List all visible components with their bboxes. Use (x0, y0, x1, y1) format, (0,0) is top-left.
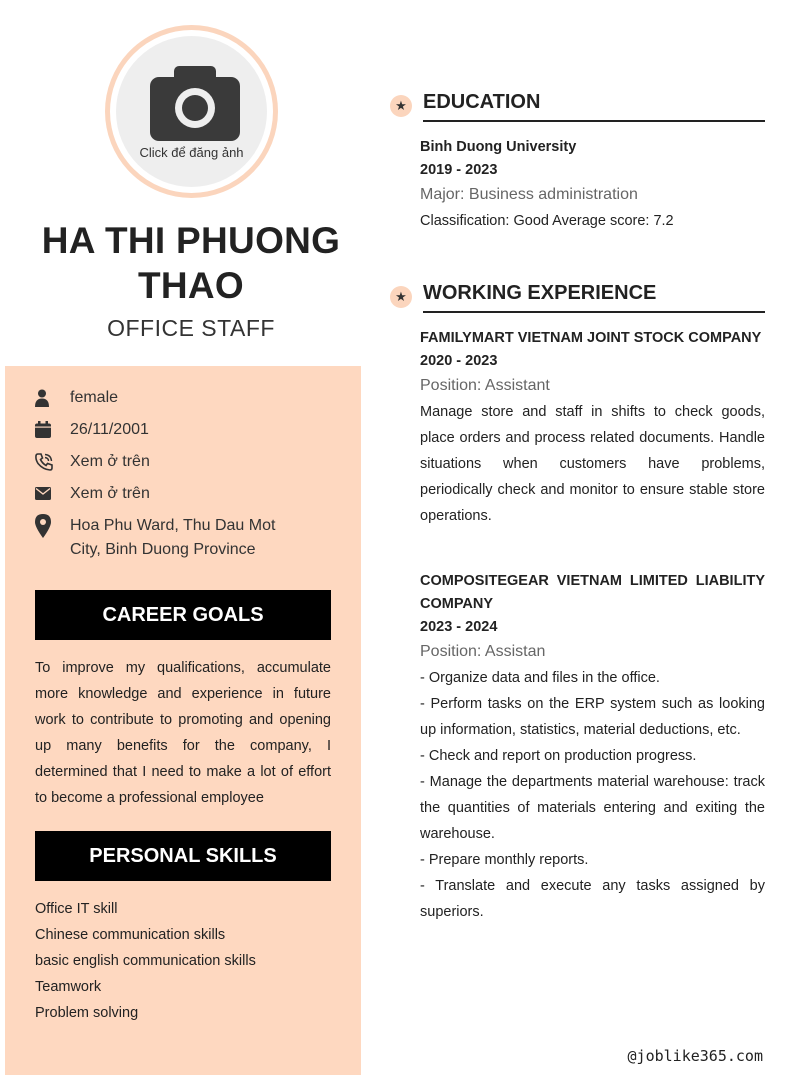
location-pin-icon (35, 514, 59, 536)
calendar-icon (35, 418, 59, 440)
education-heading: EDUCATION (423, 91, 541, 113)
education-major: Major: Business administration (420, 186, 638, 203)
job-duty: - Translate and execute any tasks assigned by superiors. (420, 878, 765, 920)
job-duty: - Manage the departments material warehouse: track the quantities of materials entering and exiting the warehouse. (420, 774, 765, 842)
job-description: Manage store and staff in shifts to check goods, place orders and process related documents. Handle situations when customers have problems, periodically check and monitor to ensure stable store operations. (420, 404, 765, 524)
school-name: Binh Duong University (420, 139, 577, 155)
skill-item: Office IT skill (35, 901, 118, 917)
skill-item: basic english communication skills (35, 953, 256, 969)
job-entry (420, 327, 765, 529)
address-line-1: Hoa Phu Ward, Thu Dau Mot (70, 517, 276, 534)
job-duty: - Perform tasks on the ERP system such as looking up information, statistics, material deductions, etc. (420, 696, 765, 738)
contact-phone (35, 450, 150, 474)
job-period: 2020 - 2023 (420, 353, 498, 369)
job-duty: - Prepare monthly reports. (420, 852, 589, 868)
address-line-2: City, Binh Duong Province (70, 541, 256, 558)
person-icon (35, 386, 59, 408)
birthday-text: 26/11/2001 (70, 421, 149, 438)
phone-text: Xem ở trên (70, 453, 150, 470)
name-line-2: THAO (137, 265, 245, 306)
education-entry (420, 136, 765, 234)
career-goals-heading: CAREER GOALS (35, 590, 331, 640)
avatar-upload[interactable] (105, 25, 278, 198)
job-duty: - Organize data and files in the office. (420, 670, 660, 686)
education-period: 2019 - 2023 (420, 162, 498, 178)
watermark-link[interactable]: @joblike365.com (627, 1047, 763, 1065)
name-line-1: HA THI PHUONG (41, 220, 341, 261)
phone-icon (35, 450, 59, 472)
contact-birthday (35, 418, 149, 442)
avatar-caption: Click để đăng ảnh (139, 145, 244, 160)
envelope-icon (35, 482, 59, 504)
experience-heading: WORKING EXPERIENCE (423, 282, 657, 304)
star-icon: ★ (390, 286, 412, 308)
camera-icon (150, 63, 240, 141)
divider (423, 311, 765, 313)
email-text: Xem ở trên (70, 485, 150, 502)
divider (423, 120, 765, 122)
avatar[interactable] (116, 36, 267, 187)
experience-section-header (390, 282, 765, 312)
address-text (70, 514, 275, 562)
education-section-header (390, 91, 765, 121)
contact-gender (35, 386, 118, 410)
skill-item: Problem solving (35, 1005, 139, 1021)
job-entry (420, 570, 765, 925)
job-period: 2023 - 2024 (420, 619, 498, 635)
career-goals-text: To improve my qualifications, accumulate more knowledge and experience in future work to contribute to promoting and opening up many benefits for the company, I determined that I need to make a lot of effort to become a professional employee (35, 660, 331, 806)
contact-email (35, 482, 150, 506)
company-name: FAMILYMART VIETNAM JOINT STOCK COMPANY (420, 330, 762, 346)
skill-item: Teamwork (35, 979, 102, 995)
job-position: Position: Assistan (420, 643, 546, 660)
gender-text: female (70, 389, 119, 406)
personal-skills-heading: PERSONAL SKILLS (35, 831, 331, 881)
skills-list (35, 896, 331, 1026)
star-icon: ★ (390, 95, 412, 117)
job-position: Position: Assistant (420, 377, 550, 394)
job-title: OFFICE STAFF (107, 315, 275, 341)
job-duty: - Check and report on production progress. (420, 748, 697, 764)
skill-item: Chinese communication skills (35, 927, 226, 943)
education-classification: Classification: Good Average score: 7.2 (420, 213, 674, 229)
candidate-name (20, 218, 362, 308)
contact-address (35, 514, 275, 562)
company-name: COMPOSITEGEAR VIETNAM LIMITED LIABILITY COMPANY (420, 573, 765, 612)
